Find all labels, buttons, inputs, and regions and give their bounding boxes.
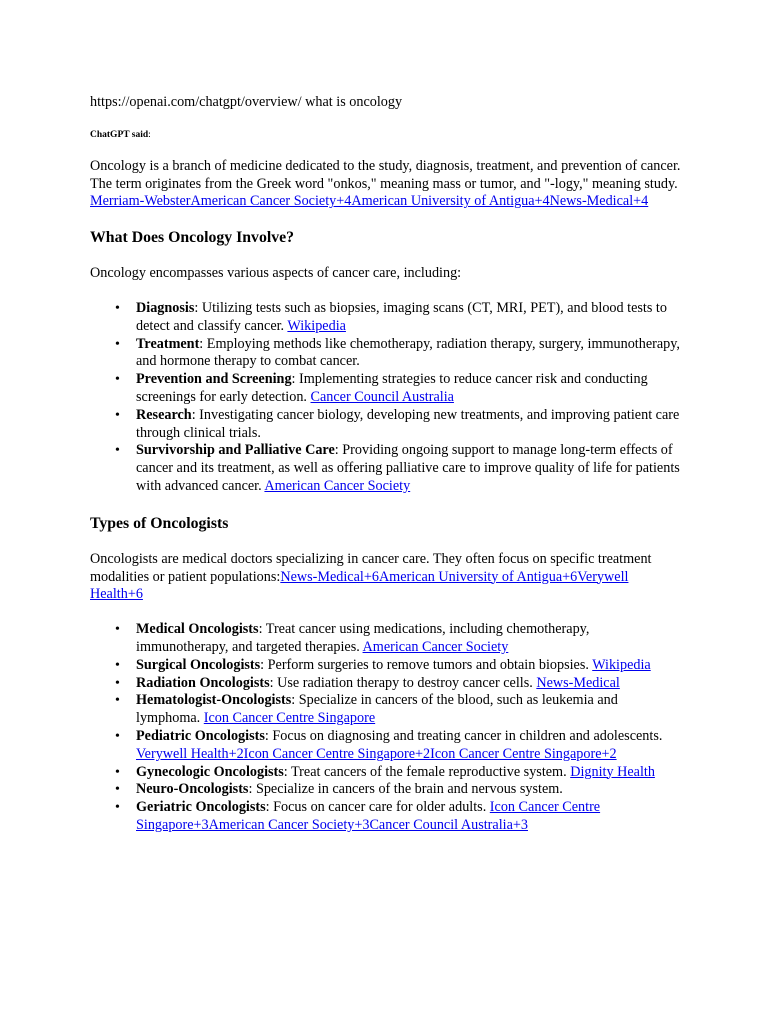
- bullet-icon: •: [115, 782, 120, 798]
- item-term: Research: [136, 406, 192, 423]
- item-term: Neuro-Oncologists: [136, 781, 249, 798]
- item-term: Treatment: [136, 335, 200, 352]
- list-item: [90, 764, 682, 782]
- bullet-icon: •: [115, 675, 120, 691]
- bullet-icon: •: [115, 657, 120, 673]
- item-source-link[interactable]: American Cancer Society: [362, 638, 509, 655]
- item-text: : Perform surgeries to remove tumors and obtain biopsies.: [260, 656, 593, 673]
- item-term: Hematologist-Oncologists: [136, 692, 292, 709]
- list-item: [90, 621, 682, 657]
- item-source-link[interactable]: Verywell Health+2Icon Cancer Centre Singapore+2Icon Cancer Centre Singapore+2: [136, 745, 617, 762]
- intro-paragraph: [90, 158, 682, 211]
- bullet-icon: •: [115, 372, 120, 388]
- item-source-link[interactable]: Wikipedia: [287, 317, 346, 334]
- chatgpt-said-label: [90, 129, 682, 141]
- list-item: [90, 336, 682, 372]
- item-source-link[interactable]: Icon Cancer Centre Singapore: [203, 710, 376, 727]
- speaker-name: ChatGPT said: [90, 129, 149, 140]
- item-term: Pediatric Oncologists: [136, 727, 265, 744]
- item-text: : Providing ongoing support to manage long-term effects of cancer and its treatment, as well as offering palliative care to improve quality of life for patients with advanced cancer.: [136, 442, 680, 494]
- document-page: [90, 94, 682, 835]
- item-source-link[interactable]: Icon Cancer Centre Singapore+3American Cancer Society+3Cancer Council Australia+3: [136, 799, 601, 833]
- item-text: : Investigating cancer biology, developing new treatments, and improving patient care through clinical trials.: [136, 406, 680, 441]
- section2-lead-text: Oncologists are medical doctors specializing in cancer care. They often focus on specific treatment modalities or patient populations:: [90, 550, 652, 585]
- bullet-icon: •: [115, 800, 120, 816]
- bullet-icon: •: [115, 300, 120, 316]
- list-item: [90, 692, 682, 728]
- bullet-icon: •: [115, 443, 120, 459]
- item-source-link[interactable]: American Cancer Society: [264, 477, 411, 494]
- list-item: [90, 675, 682, 693]
- list-item: [90, 781, 682, 799]
- section-heading-types: Types of Oncologists: [90, 514, 229, 532]
- item-text: : Implementing strategies to reduce cancer risk and conducting screenings for early detection.: [136, 371, 648, 405]
- item-text: : Focus on cancer care for older adults.: [265, 799, 490, 816]
- section2-lead: [90, 551, 682, 604]
- list-item: [90, 728, 682, 764]
- list-item: [90, 300, 682, 336]
- item-term: Survivorship and Palliative Care: [136, 442, 335, 459]
- bullet-icon: •: [115, 622, 120, 638]
- item-source-link[interactable]: Dignity Health: [570, 763, 655, 780]
- item-term: Prevention and Screening: [136, 371, 292, 388]
- item-source-link[interactable]: Cancer Council Australia: [310, 388, 454, 405]
- bullet-icon: •: [115, 693, 120, 709]
- oncologist-types-list: [90, 621, 682, 835]
- item-text: : Employing methods like chemotherapy, radiation therapy, surgery, immunotherapy, and hormone therapy to combat cancer.: [136, 335, 680, 370]
- speaker-colon: :: [148, 129, 151, 140]
- section1-lead: Oncology encompasses various aspects of cancer care, including:: [90, 265, 462, 282]
- item-source-link[interactable]: News-Medical: [536, 674, 620, 691]
- bullet-icon: •: [115, 728, 120, 744]
- list-item: [90, 371, 682, 407]
- item-text: : Focus on diagnosing and treating cancer in children and adolescents.: [264, 727, 663, 744]
- intro-text: Oncology is a branch of medicine dedicated to the study, diagnosis, treatment, and prevention of cancer. The term originates from the Greek word "onkos," meaning mass or tumor, and "-logy," meaning study.: [90, 157, 681, 192]
- item-text: : Treat cancer using medications, including chemotherapy, immunotherapy, and targeted therapies.: [136, 621, 590, 655]
- bullet-icon: •: [115, 336, 120, 352]
- item-text: : Utilizing tests such as biopsies, imaging scans (CT, MRI, PET), and blood tests to detect and classify cancer.: [136, 299, 667, 334]
- item-term: Surgical Oncologists: [136, 656, 261, 673]
- item-term: Radiation Oncologists: [136, 674, 270, 691]
- list-item: [90, 799, 682, 835]
- aspects-list: [90, 300, 682, 496]
- section-heading-involve: What Does Oncology Involve?: [90, 229, 295, 247]
- item-term: Diagnosis: [136, 299, 195, 316]
- item-text: : Specialize in cancers of the brain and nervous system.: [248, 781, 563, 798]
- item-text: : Specialize in cancers of the blood, such as leukemia and lymphoma.: [136, 692, 618, 727]
- item-text: : Use radiation therapy to destroy cancer cells.: [269, 674, 537, 691]
- item-source-link[interactable]: Wikipedia: [592, 656, 651, 673]
- item-term: Geriatric Oncologists: [136, 799, 266, 816]
- list-item: [90, 657, 682, 675]
- item-text: : Treat cancers of the female reproductive system.: [283, 763, 571, 780]
- section2-lead-link[interactable]: News-Medical+6American University of Antigua+6Verywell Health+6: [90, 568, 629, 603]
- list-item: [90, 442, 682, 495]
- list-item: [90, 407, 682, 443]
- bullet-icon: •: [115, 407, 120, 423]
- bullet-icon: •: [115, 764, 120, 780]
- intro-source-link[interactable]: Merriam-WebsterAmerican Cancer Society+4American University of Antigua+4News-Medical+4: [90, 193, 649, 210]
- item-term: Medical Oncologists: [136, 621, 259, 638]
- source-url-line: https://openai.com/chatgpt/overview/ what is oncology: [90, 94, 403, 110]
- item-term: Gynecologic Oncologists: [136, 763, 284, 780]
